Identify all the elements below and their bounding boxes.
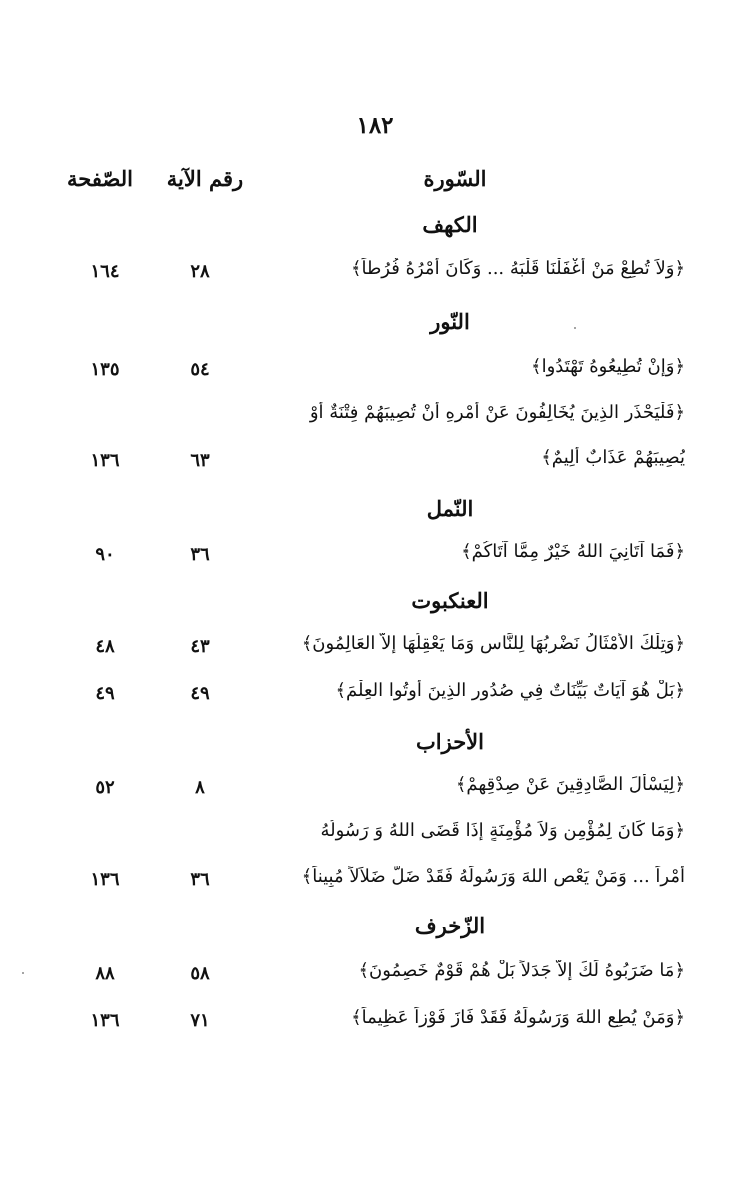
page-ref: ٩٠ (95, 544, 115, 565)
header-page: الصّفحة (67, 166, 133, 191)
surah-heading-zukhruf: الزّخرف (414, 913, 486, 938)
verse-text: ﴿لِيَسْأَلَ الصَّادِقِينَ عَنْ صِدْقِهِمْ﴾ (455, 774, 685, 795)
verse-text-line2: يُصِيبَهُمْ عَذَابٌ أَلِيمٌ﴾ (541, 447, 685, 468)
page-ref: ١٦٤ (90, 261, 120, 282)
page-ref: ١٣٦ (90, 450, 120, 471)
page-ref: ٤٩ (95, 683, 115, 704)
ayah-number: ٨ (195, 777, 205, 798)
surah-heading-ankabut: العنكبوت (411, 588, 489, 613)
verse-text: ﴿وَلاَ تُطِعْ مَنْ أَغْفَلْنَا قَلْبَهُ ... وَكَانَ أَمْرُهُ فُرُطاً﴾ (350, 258, 685, 279)
page-number: ١٨٢ (356, 112, 394, 139)
ayah-number: ٦٣ (190, 450, 210, 471)
ink-speck (22, 972, 24, 974)
page-ref: ٤٨ (95, 636, 115, 657)
header-ayah-number: رقم الآية (166, 166, 244, 191)
verse-text: ﴿مَا ضَرَبُوهُ لَكَ إِلاَّ جَدَلاً بَلْ هُمْ قَوْمٌ خَصِمُونَ﴾ (358, 960, 685, 981)
page-ref: ١٣٦ (90, 1010, 120, 1031)
verse-text: ﴿وَتِلْكَ الأَمْثَالُ نَضْرِبُهَا لِلنَّاسِ وَمَا يَعْقِلُهَا إِلاَّ العَالِمُونَ﴾ (301, 633, 685, 654)
page-ref: ٥٢ (95, 777, 115, 798)
verse-text: ﴿وَإِنْ تُطِيعُوهُ تَهْتَدُوا﴾ (531, 356, 685, 377)
verse-text: ﴿وَمَنْ يُطِعِ اللهَ وَرَسُولَهُ فَقَدْ فَازَ فَوْزاً عَظِيماً﴾ (351, 1007, 685, 1028)
verse-text: ﴿فَمَا آتَانِيَ اللهُ خَيْرٌ مِمَّا آتَاكُمْ﴾ (461, 541, 685, 562)
page-ref: ١٣٦ (90, 869, 120, 890)
ayah-number: ٤٩ (190, 683, 210, 704)
ayah-number: ٣٦ (190, 869, 210, 890)
header-surah: السّورة (423, 166, 487, 191)
verse-text-line1: ﴿وَمَا كَانَ لِمُؤْمِنٍ وَلاَ مُؤْمِنَةٍ إِذَا قَضَى اللهُ وَ رَسُولُهُ (320, 820, 685, 841)
ayah-number: ٢٨ (190, 261, 210, 282)
ayah-number: ٥٨ (190, 963, 210, 984)
surah-heading-ahzab: الأحزاب (416, 729, 484, 754)
ayah-number: ٧١ (190, 1010, 210, 1031)
ayah-number: ٤٣ (190, 636, 210, 657)
surah-heading-kahf: الكهف (422, 212, 478, 237)
page-ref: ١٣٥ (90, 359, 120, 380)
surah-heading-naml: النّمل (426, 496, 474, 521)
ink-speck (574, 327, 576, 329)
verse-text-line2: أَمْراً ... وَمَنْ يَعْصِ اللهَ وَرَسُولَهُ فَقَدْ ضَلَّ ضَلاَلاً مُبِيناً﴾ (301, 866, 685, 887)
verse-text: ﴿بَلْ هُوَ آيَاتٌ بَيِّنَاتٌ فِي صُدُورِ الذِينَ أُوتُوا العِلْمَ﴾ (335, 680, 685, 701)
surah-heading-nur: النّور (430, 309, 470, 334)
ayah-number: ٣٦ (190, 544, 210, 565)
verse-text-line1: ﴿فَلْيَحْذَرِ الذِينَ يُخَالِفُونَ عَنْ أَمْرِهِ أَنْ تُصِيبَهُمْ فِتْنَةٌ أَوْ (309, 402, 685, 423)
ayah-number: ٥٤ (190, 359, 210, 380)
page-ref: ٨٨ (95, 963, 115, 984)
